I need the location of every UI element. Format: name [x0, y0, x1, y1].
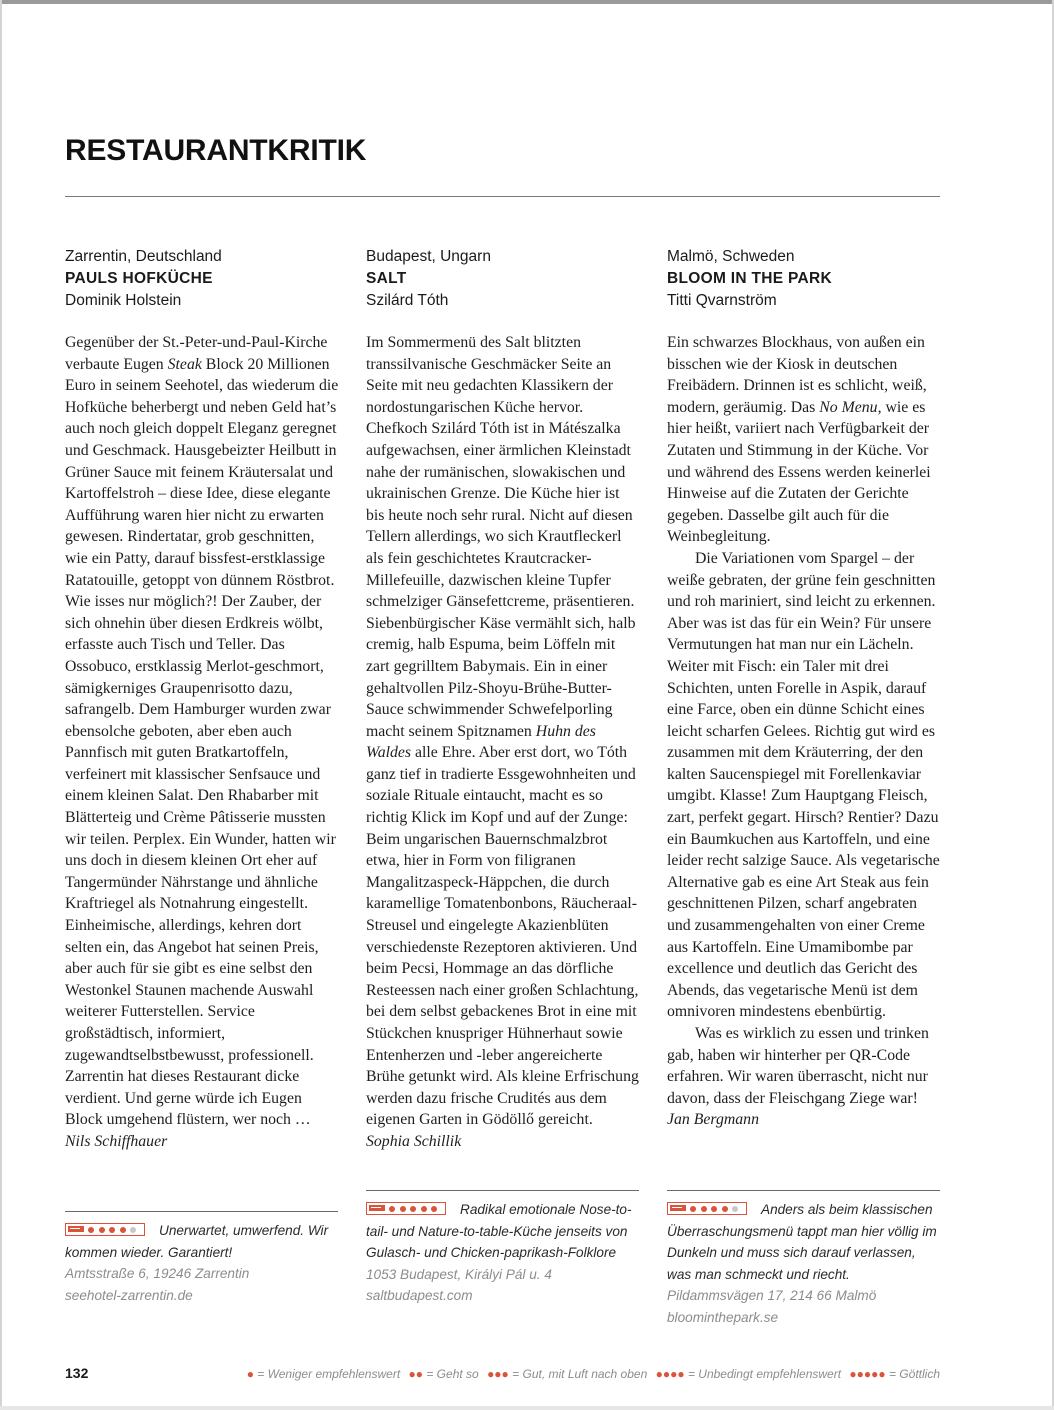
review-location: Malmö, Schweden: [667, 248, 795, 265]
rating-dot-icon: [99, 1227, 105, 1233]
review-header: [366, 246, 640, 312]
review-paragraph: [65, 332, 339, 1131]
restaurant-address: Pildammsvägen 17, 214 66 Malmö: [667, 1288, 877, 1303]
page-left-edge: [0, 0, 2, 1410]
title-divider: [65, 196, 940, 197]
restaurant-name: SALT: [366, 270, 407, 287]
rating-dot-icon: [722, 1206, 728, 1212]
review-bloom-in-the-park: [667, 246, 941, 1131]
legend-item: [656, 1367, 841, 1381]
rating-dot-icon: [130, 1227, 136, 1233]
review-salt: [366, 246, 640, 1153]
rating-dots: ●●●●●: [849, 1367, 886, 1381]
review-author: Jan Bergmann: [667, 1111, 759, 1129]
restaurant-name: BLOOM IN THE PARK: [667, 270, 832, 287]
body-text-segment: Im Sommermenü des Salt blitzten transsilvanische Geschmäcker Seite an Seite mit neu gedachten Klassikern der nordostungarischen Küche hervor. Chefkoch Szilárd Tóth ist in Mátészalka aufgewachsen, einer ärmlichen Kleinstadt nahe der rumänischen, slowakischen und ukrainischen Grenze. Die Küche hier ist bis heute noch sehr rural. Nicht auf diesen Tellern allerdings, wo sich Krautfleckerl als fein geschichtetes Krautcracker-Millefeuille, dazwischen kleine Tupfer schmelziger Gänsefettcreme, präsentieren. Siebenbürgischer Käse vermählt sich, halb cremig, halb Espuma, beim Löffeln mit zart gegrilltem Babymais. Ein in einer gehaltvollen Pilz-Shoyu-Brühe-Butter-Sauce schwimmender Schwefelporling macht seinem Spitznamen: [366, 334, 636, 740]
legend-item: [247, 1367, 400, 1381]
review-paragraph: [366, 332, 640, 1131]
legend-label: = Gut, mit Luft nach oben: [512, 1367, 648, 1381]
page-title: RESTAURANTKRITIK: [65, 134, 367, 167]
rating-dot-icon: [389, 1206, 395, 1212]
body-text-segment: Ein schwarzes Blockhaus, von außen ein bisschen wie der Kiosk in deutschen Freibädern. Drinnen ist es schlicht, weiß, modern, geräumig. Das: [667, 334, 927, 416]
chef-name: Dominik Holstein: [65, 292, 182, 309]
restaurant-address: 1053 Budapest, Királyi Pál u. 4: [366, 1266, 552, 1282]
restaurant-name: PAULS HOFKÜCHE: [65, 270, 213, 287]
review-location: Zarrentin, Deutschland: [65, 248, 222, 265]
body-emphasis: No Menu,: [819, 398, 882, 416]
review-paragraph: Was es wirklich zu essen und trinken gab, haben wir hinterher per QR-Code erfahren. Wir waren überrascht, nicht nur davon, dass der Fleischgang Ziege war!: [667, 1025, 929, 1107]
review-location: Budapest, Ungarn: [366, 248, 491, 265]
page-bottom-edge: [0, 1406, 1054, 1410]
rating-dot-icon: [421, 1206, 427, 1212]
rating-bar-icon: [68, 1226, 84, 1232]
rating-dot-icon: [109, 1227, 115, 1233]
restaurant-website[interactable]: seehotel-zarrentin.de: [65, 1287, 193, 1303]
rating-badge: [65, 1223, 145, 1236]
review-paragraph: [667, 332, 941, 548]
restaurant-website[interactable]: bloominthepark.se: [667, 1309, 779, 1325]
body-text-segment: alle Ehre. Aber erst dort, wo Tóth ganz tief in tradierte Essgewohnheiten und soziale Rituale eintaucht, macht es so richtig Klick im Kopf und auf der Zunge: Beim ungarischen Bauernschmalzbrot etwa, hier in Form von filigranen Mangalitzaspeck-Häppchen, die durch karamellige Tomatenbonbons, Räucheraal-Streusel und eingelegte Akazienblüten verschiedenste Rezeptoren aktivieren. Und beim Pecsi, Hommage an das dörfliche Resteessen nach einer großen Schlachtung, bei dem selbst gebackenes Brot in eine mit Stückchen knuspriger Hühnerhaut sowie Entenherzen und -leber angereicherte Brühe getunkt wird. Als kleine Erfrischung werden dazu frische Crudités aus dem eigenen Garten in Gödöllő gereicht.: [366, 744, 639, 1129]
rating-dot-icon: [410, 1206, 416, 1212]
restaurant-website[interactable]: saltbudapest.com: [366, 1288, 473, 1303]
body-text-segment: Gegenüber der St.-Peter-und-Paul-Kirche verbaute Eugen: [65, 334, 328, 373]
review-info-box: [65, 1211, 338, 1306]
restaurant-address: Amtsstraße 6, 19246 Zarrentin: [65, 1266, 250, 1281]
chef-name: Titti Qvarnström: [667, 292, 777, 309]
rating-dot-icon: [732, 1206, 738, 1212]
rating-dot-icon: [88, 1227, 94, 1233]
review-body: [366, 332, 640, 1153]
review-info-box: [667, 1190, 940, 1328]
review-verdict: Unerwartet, umwerfend. Wir kommen wieder. Garantiert!: [65, 1223, 329, 1260]
rating-dot-icon: [400, 1206, 406, 1212]
legend-label: = Geht so: [426, 1367, 479, 1381]
rating-legend: [242, 1367, 940, 1381]
review-paragraph: Die Variationen vom Spargel – der weiße gebraten, der grüne fein geschnitten und roh mariniert, sind leicht zu erkennen. Aber was ist das für ein Wein? Für unsere Vermutungen hat man nur ein Lächeln. Weiter mit Fisch: ein Taler mit drei Schichten, unten Forelle in Aspik, darauf eine Farce, oben ein dünne Schicht eines leicht scharfen Gelees. Richtig gut wird es zusammen mit dem Kräuterring, der den kalten Saucenspiegel mit Forellenkaviar umgibt. Klasse! Zum Hauptgang Fleisch, zart, perfekt gegart. Hirsch? Rentier? Dazu ein Baumkuchen aus Kartoffeln, und eine leider recht salzige Sauce. Als vegetarische Alternative gab es eine Art Steak aus fein geschnittenen Pilzen, scharf angebraten und zusammengehalten von einer Creme aus Kartoffeln. Eine Umamibombe par excellence und deutlich das Gericht des Abends, das vegetarische Menü ist dem omnivoren mindestens ebenbürtig.: [667, 549, 940, 1021]
rating-dot-icon: [701, 1206, 707, 1212]
review-info-box: [366, 1190, 639, 1307]
rating-dot-icon: [431, 1206, 437, 1212]
rating-bar-icon: [670, 1205, 686, 1211]
rating-badge: [366, 1202, 446, 1215]
rating-dots: ●●●: [487, 1367, 509, 1381]
rating-dots: ●●●●: [655, 1367, 685, 1381]
legend-item: [849, 1367, 940, 1381]
chef-name: Szilárd Tóth: [366, 292, 449, 309]
page-number: 132: [65, 1365, 89, 1381]
review-author: Sophia Schillik: [366, 1132, 462, 1150]
review-author: Nils Schiffhauer: [65, 1132, 168, 1150]
body-text-segment: wie es hier heißt, variiert nach Verfügbarkeit der Zutaten und Stimmung in der Küche. Vor und während des Essens werden keinerlei Hinweise auf die Zutaten der Gerichte gegeben. Dasselbe gilt auch für die Weinbegleitung.: [667, 398, 931, 546]
rating-bar-icon: [369, 1205, 385, 1211]
review-header: [667, 246, 941, 312]
rating-dots: ●: [246, 1367, 254, 1381]
page-top-border: [0, 0, 1054, 4]
legend-item: [409, 1367, 479, 1381]
review-verdict: Anders als beim klassischen Überraschungsmenü tappt man hier völlig im Dunkeln und muss sich darauf verlassen, was man schmeckt und riecht.: [667, 1202, 937, 1282]
body-emphasis: Steak: [167, 355, 202, 373]
legend-label: = Weniger empfehlenswert: [257, 1367, 401, 1381]
rating-dots: ●●: [408, 1367, 423, 1381]
legend-item: [487, 1367, 647, 1381]
body-text-segment: Block 20 Millionen Euro in seinem Seehotel, das wiederum die Hofküche beherbergt und neben Geld hat’s auch noch gleich doppelt Eleganz geregnet und Geschmack. Hausgebeizter Heilbutt in Grüner Sauce mit feinem Kräutersalat und Kartoffelstroh – diese Idee, diese elegante Aufführung waren hier nicht zu erwarten gewesen. Rindertatar, grob geschnitten, wie ein Patty, darauf bissfest-erstklassige Ratatouille, getoppt von dünnem Röstbrot. Wie isses nur möglich?! Der Zauber, der sich ohnehin über diesen Erdkreis wölbt, erfasste auch Tisch und Teller. Das Ossobuco, erstklassig Merlot-geschmort, sämigkerniges Graupenrisotto dazu, safrangelb. Dem Hamburger wurden zwar ebensolche geboten, aber eben auch Pannfisch mit guten Bratkartoffeln, verfeinert mit klassischer Senfsauce und einem kleinen Salat. Den Rhabarber mit Blätterteig und Crème Pâtisserie mussten wir teilen. Perplex. Ein Wunder, hatten wir uns doch in diesem kleinen Ort eher auf Tangermünder Nährstange und ähnliche Kraftriegel als Notnahrung eingestellt. Einheimische, allerdings, kehren dort selten ein, das Angebot hat seinen Preis, aber auch für sie gibt es eine selbst den Westonkel Staunen machende Auswahl weiterer Futterstellen. Service großstädtisch, informiert, zugewandtselbstbewusst, professionell. Zarrentin hat dieses Restaurant dicke verdient. Und gerne würde ich Eugen Block umgehend flüstern, wer noch …: [65, 355, 339, 1129]
legend-label: = Unbedingt empfehlenswert: [687, 1367, 842, 1381]
rating-dot-icon: [711, 1206, 717, 1212]
rating-badge: [667, 1202, 747, 1215]
review-verdict: Radikal emotionale Nose-to-tail- und Nature-to-table-Küche jenseits von Gulasch- und Chicken-paprikash-Folklore: [366, 1202, 632, 1260]
legend-label: = Göttlich: [888, 1367, 940, 1381]
rating-dot-icon: [690, 1206, 696, 1212]
review-header: [65, 246, 339, 312]
review-body: [65, 332, 339, 1153]
body-emphasis: Huhn des Waldes: [366, 722, 596, 762]
review-body: [667, 332, 941, 1131]
review-pauls-hofkueche: [65, 246, 339, 1153]
rating-dot-icon: [120, 1227, 126, 1233]
